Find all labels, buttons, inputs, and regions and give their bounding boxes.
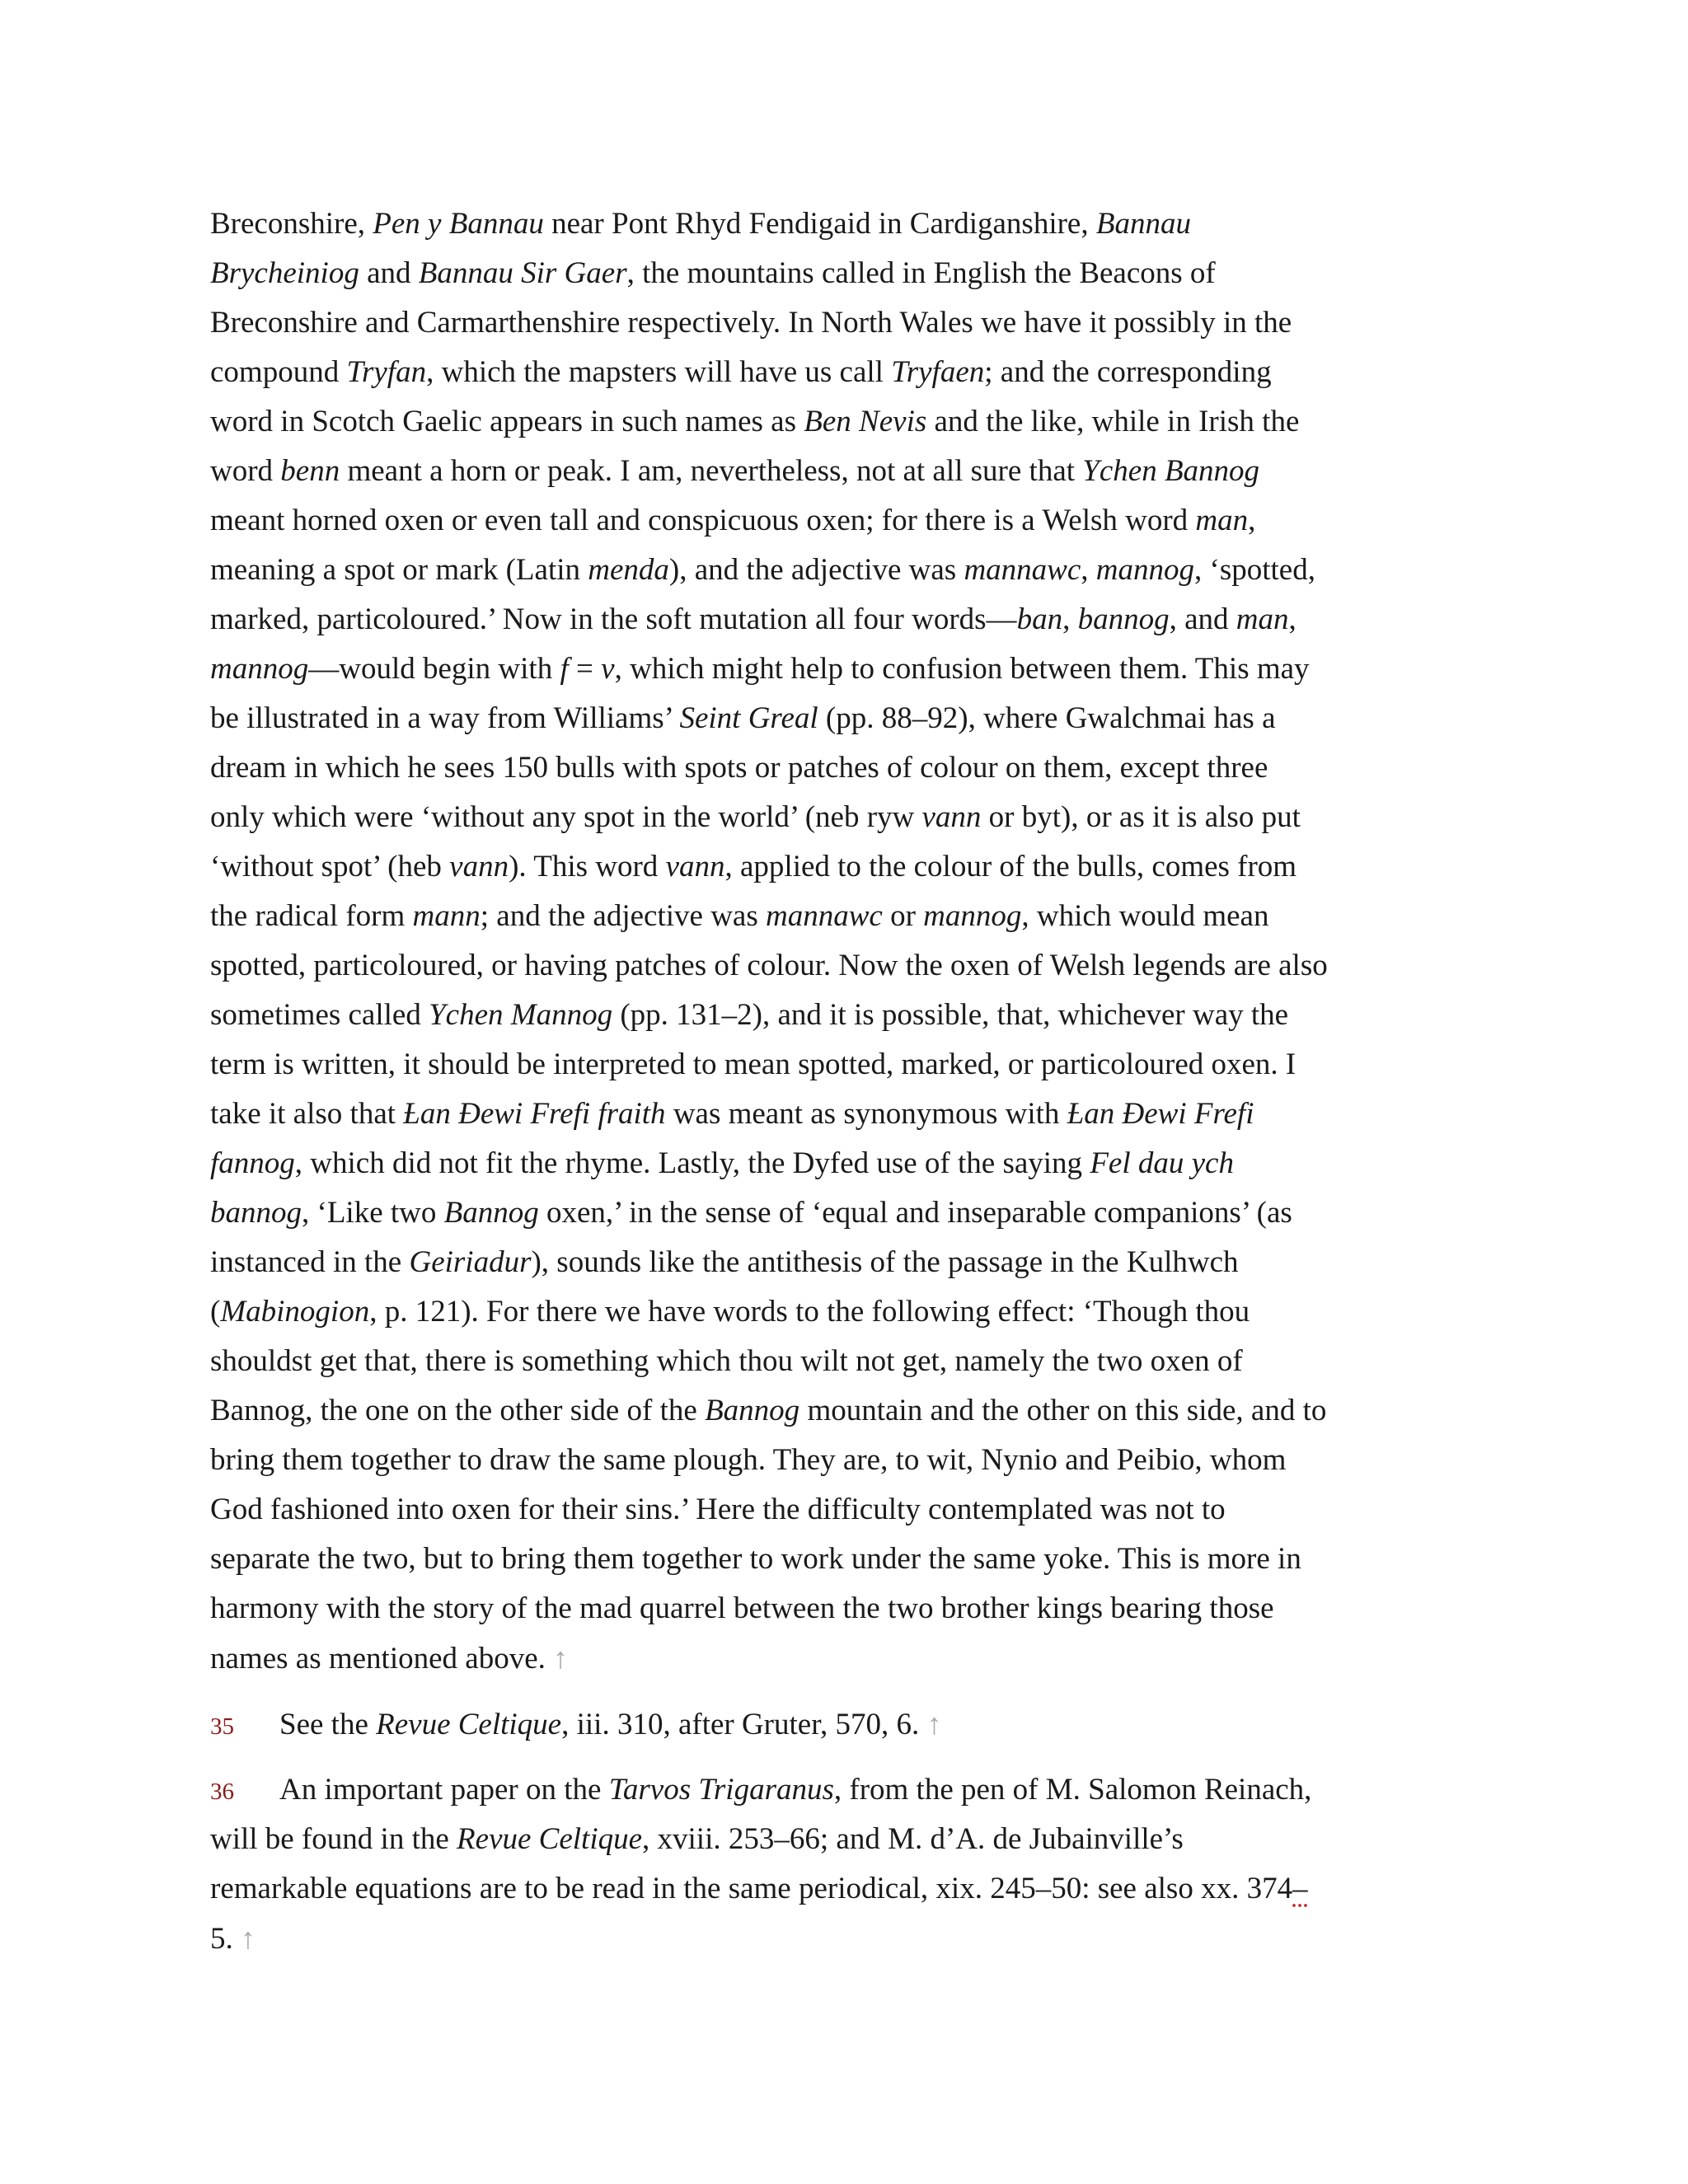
- italic-text: Ben Nevis: [804, 405, 927, 438]
- text-run: , which might help to confusion between them. This may: [614, 652, 1310, 686]
- text-run: Bannog, the one on the other side of the: [210, 1394, 706, 1427]
- italic-text: man: [1236, 602, 1289, 636]
- text-run: , ‘spotted,: [1194, 553, 1315, 587]
- italic-text: mannog: [1095, 553, 1195, 587]
- text-line: [210, 991, 1496, 1040]
- italic-text: mannawc: [964, 553, 1081, 587]
- italic-text: menda: [588, 553, 669, 587]
- text-run: marked, particoloured.’ Now in the soft mutation all four words—: [210, 602, 1017, 636]
- text-run: remarkable equations are to be read in the same periodical, xix. 245–50: see also xx. 374: [210, 1872, 1293, 1905]
- text-line: [210, 1238, 1496, 1287]
- text-run: or byt), or as it is also put: [981, 800, 1301, 834]
- text-run: word: [210, 454, 281, 488]
- back-arrow-icon[interactable]: ↑: [553, 1642, 569, 1675]
- back-arrow-icon[interactable]: ↑: [241, 1922, 256, 1955]
- text-run: term is written, it should be interpreted to mean spotted, marked, or particoloured oxen. I: [210, 1047, 1296, 1081]
- text-run: dream in which he sees 150 bulls with spots or patches of colour on them, except three: [210, 751, 1268, 785]
- text-run: , the mountains called in English the Beacons of: [626, 256, 1216, 290]
- text-line: [210, 694, 1496, 743]
- italic-text: man: [1195, 504, 1249, 537]
- text-line: [210, 1040, 1496, 1090]
- text-line: [210, 546, 1496, 595]
- text-run: , iii. 310, after Gruter, 570, 6.: [561, 1708, 927, 1741]
- italic-text: Bannog: [705, 1394, 800, 1427]
- text-run: take it also that: [210, 1097, 404, 1131]
- text-run: ), sounds like the antithesis of the passage in the Kulhwch: [531, 1245, 1239, 1279]
- text-run: , xviii. 253–66; and M. d’A. de Jubainville’s: [642, 1822, 1184, 1856]
- text-run: (: [210, 1295, 221, 1329]
- italic-text: Bannau Sir Gaer: [418, 256, 627, 290]
- text-run: ; and the adjective was: [480, 899, 766, 933]
- italic-text: Tryfaen: [891, 355, 985, 389]
- text-run: , which would mean: [1021, 899, 1269, 933]
- text-run: meant a horn or peak. I am, nevertheless, not at all sure that: [340, 454, 1083, 488]
- text-line: [210, 1864, 1496, 1914]
- text-run: harmony with the story of the mad quarrel between the two brother kings bearing those: [210, 1591, 1274, 1625]
- text-run: or: [882, 899, 924, 933]
- footnote-35: [210, 1699, 1496, 1749]
- italic-text: benn: [280, 454, 340, 488]
- italic-text: fannog: [210, 1146, 295, 1180]
- page-content: [210, 199, 1496, 1963]
- text-run: ), and the adjective was: [668, 553, 964, 587]
- italic-text: v: [601, 652, 615, 686]
- text-run: ,: [1288, 602, 1296, 636]
- text-line: [210, 1188, 1496, 1238]
- text-run: God fashioned into oxen for their sins.’ Here the difficulty contemplated was not to: [210, 1493, 1226, 1526]
- footnote-number: 35: [210, 1713, 234, 1740]
- text-run: separate the two, but to bring them together to work under the same yoke. This is more in: [210, 1542, 1301, 1576]
- text-run: and the like, while in Irish the: [926, 405, 1300, 438]
- text-run: was meant as synonymous with: [665, 1097, 1067, 1131]
- text-line: [210, 1765, 1496, 1815]
- text-line: [210, 1535, 1496, 1584]
- italic-text: Tarvos Trigaranus: [608, 1773, 834, 1807]
- text-run: will be found in the: [210, 1822, 457, 1856]
- text-line: [210, 1386, 1496, 1436]
- text-run: , applied to the colour of the bulls, comes from: [724, 850, 1297, 883]
- italic-text: mannawc: [766, 899, 883, 933]
- italic-text: Ychen Mannog: [429, 998, 613, 1032]
- text-line: [210, 1633, 1496, 1683]
- text-run: , from the pen of M. Salomon Reinach,: [833, 1773, 1312, 1807]
- text-run: 5.: [210, 1922, 241, 1956]
- italic-text: Seint Greal: [679, 701, 818, 735]
- italic-text: bannog: [1077, 602, 1170, 636]
- text-run: word in Scotch Gaelic appears in such names as: [210, 405, 804, 438]
- italic-text: Geiriadur: [409, 1245, 532, 1279]
- text-line: [210, 1090, 1496, 1139]
- italic-text: ban: [1016, 602, 1063, 636]
- footnote-36: [210, 1765, 1496, 1963]
- text-run: oxen,’ in the sense of ‘equal and inseparable companions’ (as: [538, 1196, 1292, 1230]
- italic-text: Fel dau ych: [1090, 1146, 1234, 1180]
- text-line: [210, 743, 1496, 793]
- italic-text: mannog: [210, 652, 309, 686]
- text-line: [210, 941, 1496, 991]
- text-run: ). This word: [509, 850, 666, 883]
- text-line: [210, 447, 1496, 496]
- text-run: bring them together to draw the same plough. They are, to wit, Nynio and Peibio, whom: [210, 1443, 1287, 1477]
- text-run: (pp. 131–2), and it is possible, that, whichever way the: [612, 998, 1289, 1032]
- italic-text: Mabinogion: [220, 1295, 370, 1329]
- text-run: , ‘Like two: [302, 1196, 444, 1230]
- text-run: shouldst get that, there is something which thou wilt not get, namely the two oxen of: [210, 1344, 1243, 1378]
- italic-text: Bannau: [1095, 207, 1191, 241]
- italic-text: Revue Celtique: [376, 1708, 562, 1741]
- text-line: [210, 1139, 1496, 1188]
- italic-text: Brycheiniog: [210, 256, 359, 290]
- text-run: (pp. 88–92), where Gwalchmai has a: [818, 701, 1276, 735]
- text-line: [210, 1485, 1496, 1535]
- italic-text: f: [560, 652, 569, 686]
- text-run: sometimes called: [210, 998, 429, 1032]
- text-run: near Pont Rhyd Fendigaid in Cardiganshire,: [543, 207, 1096, 241]
- text-run: , p. 121). For there we have words to the following effect: ‘Though thou: [369, 1295, 1250, 1329]
- text-line: [210, 249, 1496, 298]
- text-line: [210, 1337, 1496, 1386]
- text-run: ,: [1062, 602, 1078, 636]
- text-line: [210, 298, 1496, 348]
- text-line: [210, 793, 1496, 842]
- text-run: An important paper on the: [279, 1773, 609, 1807]
- text-run: be illustrated in a way from Williams’: [210, 701, 680, 735]
- text-line: [210, 348, 1496, 397]
- text-line: [210, 1287, 1496, 1337]
- text-run: meant horned oxen or even tall and conspicuous oxen; for there is a Welsh word: [210, 504, 1196, 537]
- footnote-number: 36: [210, 1779, 234, 1805]
- text-line: [210, 1815, 1496, 1864]
- text-run: See the: [279, 1708, 377, 1741]
- text-line: [210, 644, 1496, 694]
- text-run: , which did not fit the rhyme. Lastly, the Dyfed use of the saying: [294, 1146, 1090, 1180]
- text-line: [210, 199, 1496, 249]
- italic-text: Ƚan Đewi Frefi fraith: [403, 1097, 666, 1131]
- text-run: ; and the corresponding: [984, 355, 1272, 389]
- text-run: spotted, particoloured, or having patches of colour. Now the oxen of Welsh legends are also: [210, 949, 1328, 982]
- text-run: meaning a spot or mark (Latin: [210, 553, 588, 587]
- text-line: [210, 1584, 1496, 1633]
- text-run: –: [1292, 1872, 1308, 1905]
- text-run: instanced in the: [210, 1245, 410, 1279]
- italic-text: Revue Celtique: [457, 1822, 643, 1856]
- text-run: —would begin with: [308, 652, 560, 686]
- text-line: [210, 496, 1496, 546]
- text-line: [210, 1436, 1496, 1485]
- text-run: and: [359, 256, 419, 290]
- italic-text: bannog: [210, 1196, 302, 1230]
- italic-text: vann: [449, 850, 509, 883]
- text-run: ,: [1248, 504, 1256, 537]
- text-run: the radical form: [210, 899, 413, 933]
- italic-text: vann: [665, 850, 725, 883]
- text-run: Breconshire and Carmarthenshire respectively. In North Wales we have it possibly in the: [210, 306, 1292, 340]
- text-run: mountain and the other on this side, and to: [799, 1394, 1327, 1427]
- italic-text: Ychen Bannog: [1082, 454, 1260, 488]
- text-run: names as mentioned above.: [210, 1642, 554, 1675]
- italic-text: mannog: [923, 899, 1022, 933]
- footnote-continuation: [210, 199, 1496, 1683]
- back-arrow-icon[interactable]: ↑: [926, 1708, 942, 1741]
- italic-text: vann: [921, 800, 982, 834]
- text-run: only which were ‘without any spot in the world’ (neb ryw: [210, 800, 922, 834]
- text-line: [210, 1699, 1496, 1749]
- text-run: =: [568, 652, 602, 686]
- text-line: [210, 1914, 1496, 1963]
- text-run: , which the mapsters will have us call: [426, 355, 892, 389]
- text-run: ,: [1081, 553, 1096, 587]
- italic-text: Ƚan Đewi Frefi: [1067, 1097, 1254, 1131]
- italic-text: Pen y Bannau: [373, 207, 544, 241]
- text-line: [210, 842, 1496, 892]
- text-run: Breconshire,: [210, 207, 373, 241]
- text-line: [210, 397, 1496, 447]
- text-line: [210, 595, 1496, 644]
- text-run: compound: [210, 355, 347, 389]
- italic-text: Tryfan: [346, 355, 427, 389]
- italic-text: mann: [412, 899, 481, 933]
- italic-text: Bannog: [443, 1196, 539, 1230]
- text-run: ‘without spot’ (heb: [210, 850, 450, 883]
- text-line: [210, 892, 1496, 941]
- text-run: , and: [1169, 602, 1236, 636]
